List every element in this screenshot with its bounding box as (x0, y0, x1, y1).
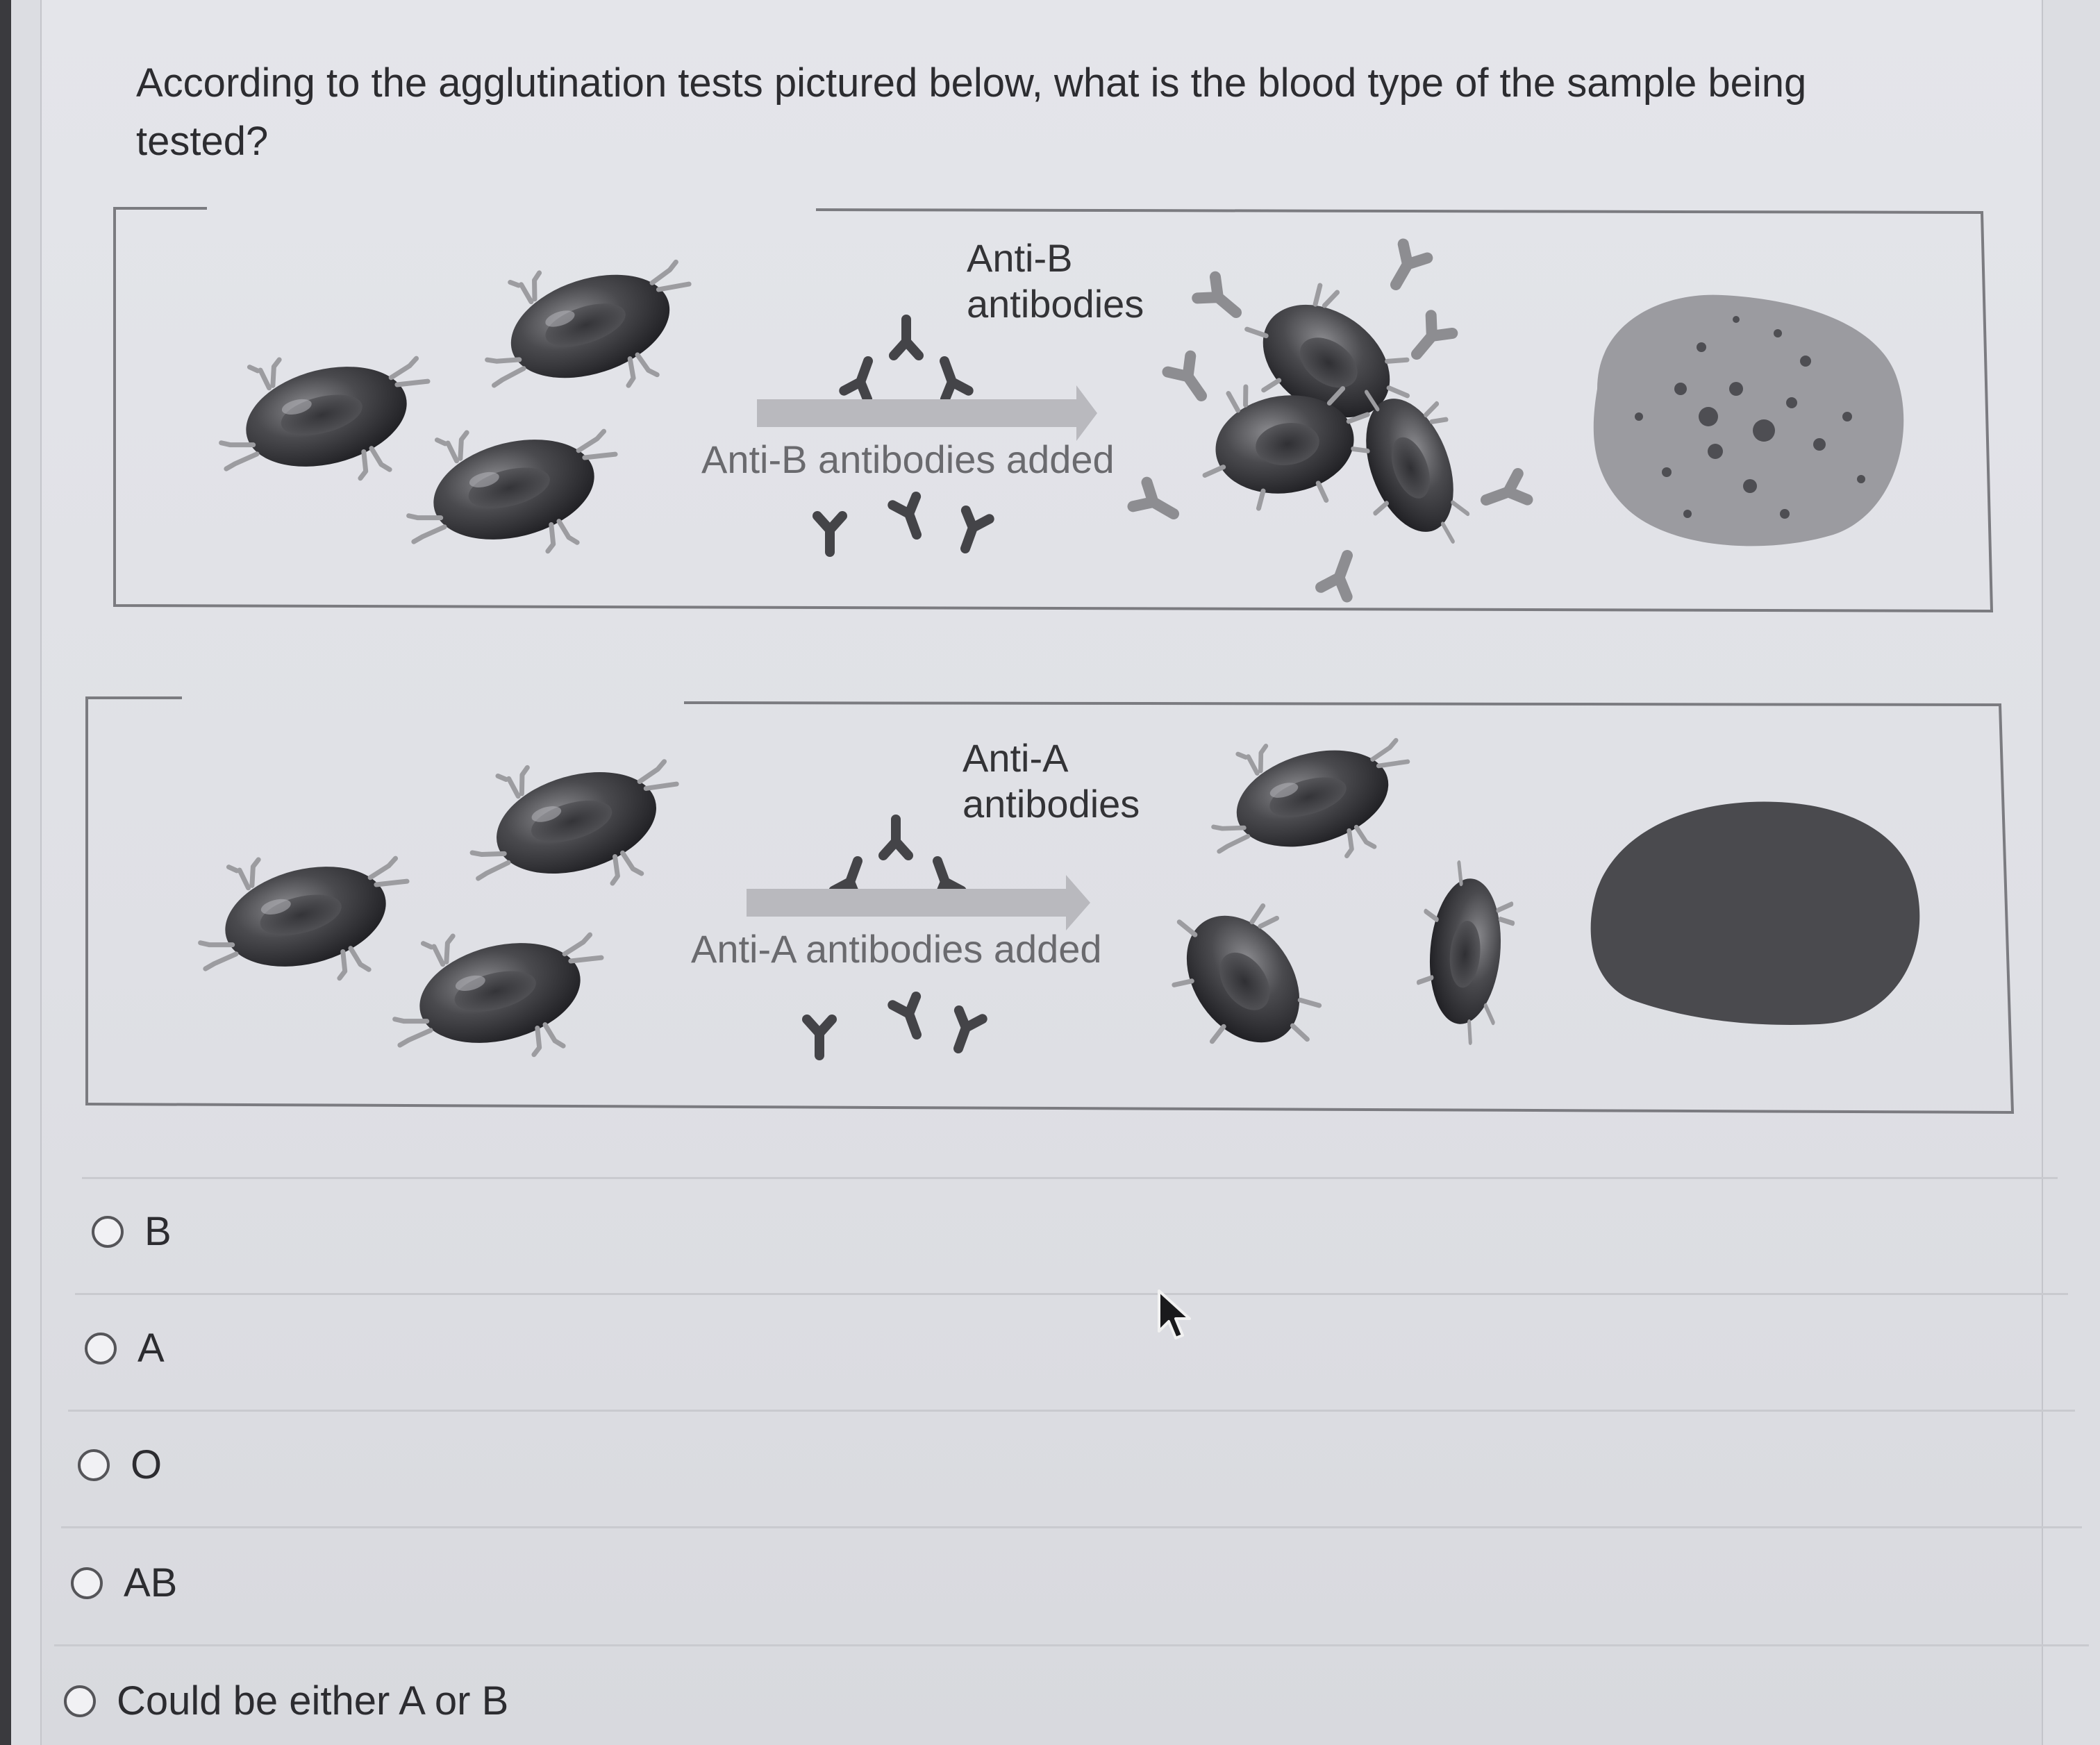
option-label: A (138, 1326, 165, 1371)
panel-a-arrow-label: Anti-A antibodies added (691, 927, 1102, 971)
option-b[interactable] (92, 1210, 172, 1254)
option-label: B (144, 1209, 172, 1254)
option-label: O (131, 1442, 162, 1487)
divider (61, 1526, 2082, 1528)
divider (54, 1644, 2089, 1646)
option-ab[interactable] (71, 1561, 177, 1605)
radio-unselected-icon[interactable] (78, 1449, 110, 1481)
panel-b-antibody-label-line2: antibodies (967, 282, 1144, 326)
panel-a-antibody-label-line1: Anti-A (962, 736, 1069, 780)
mouse-pointer-icon (1156, 1288, 1198, 1344)
divider (82, 1177, 2058, 1179)
option-label: AB (124, 1560, 178, 1605)
option-o[interactable] (78, 1443, 162, 1487)
panel-a-antibody-label-line2: antibodies (962, 782, 1140, 826)
question-text: According to the agglutination tests pictured below, what is the blood type of the sample being tested? (136, 60, 1807, 164)
divider (68, 1410, 2075, 1412)
divider (75, 1293, 2068, 1295)
radio-unselected-icon[interactable] (71, 1567, 103, 1599)
option-a[interactable] (85, 1326, 165, 1371)
radio-unselected-icon[interactable] (85, 1333, 117, 1364)
panel-b-antibody-label-line1: Anti-B (967, 236, 1073, 280)
radio-unselected-icon[interactable] (92, 1216, 124, 1248)
panel-b-arrow-label: Anti-B antibodies added (701, 437, 1115, 481)
radio-unselected-icon[interactable] (64, 1685, 96, 1717)
option-a-or-b[interactable] (64, 1679, 508, 1723)
option-label: Could be either A or B (117, 1678, 509, 1723)
